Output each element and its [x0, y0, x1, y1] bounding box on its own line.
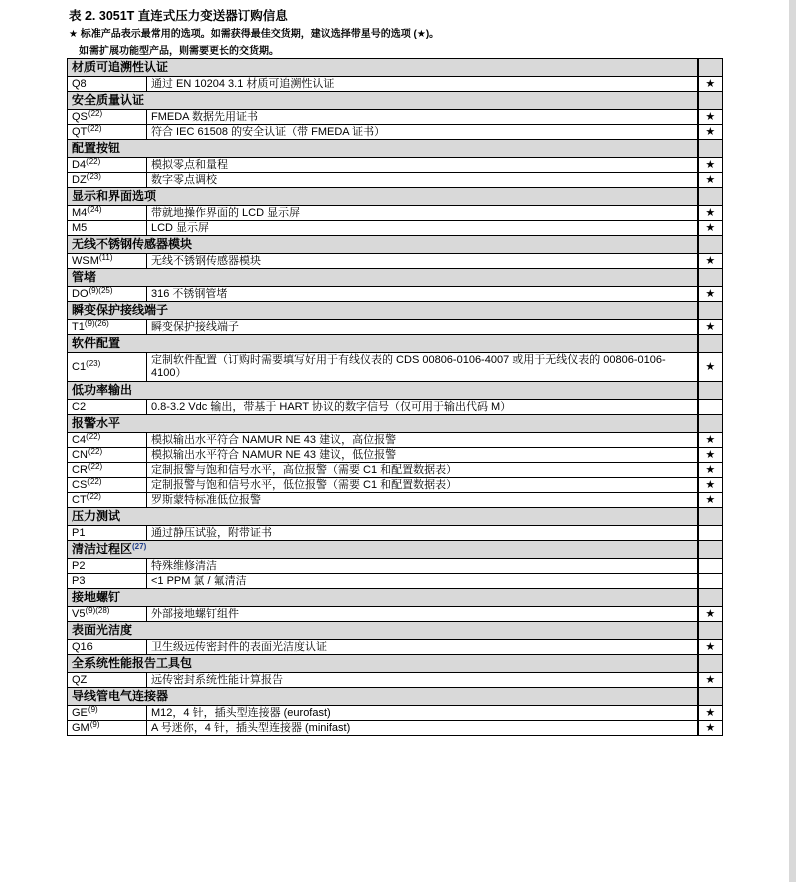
option-code	[68, 77, 147, 92]
option-description: 外部接地螺钉组件	[147, 607, 698, 622]
section-header	[68, 541, 723, 559]
option-footnote: (22)	[87, 446, 103, 456]
option-description: 定制报警与饱和信号水平，低位报警（需要 C1 和配置数据表）	[147, 478, 698, 493]
standard-star: ★	[698, 221, 723, 236]
option-code	[68, 320, 147, 335]
section-star-cell	[698, 140, 723, 158]
section-title	[68, 92, 698, 110]
section-title	[68, 622, 698, 640]
standard-star: ★	[698, 206, 723, 221]
option-code-text: M5	[72, 221, 88, 234]
section-title-text: 无线不锈钢传感器模块	[72, 237, 193, 251]
option-code-text: CN	[72, 448, 88, 461]
section-title-text: 材质可追溯性认证	[72, 60, 169, 74]
option-footnote: (9)	[87, 704, 98, 714]
section-star-cell	[698, 541, 723, 559]
option-code	[68, 221, 147, 236]
section-title-text: 压力测试	[72, 509, 121, 523]
option-description: <1 PPM 氯 / 氟清洁	[147, 574, 698, 589]
option-code-text: QT	[72, 125, 88, 138]
option-code-text: C4	[72, 433, 87, 446]
standard-star	[698, 574, 723, 589]
option-row	[68, 673, 723, 688]
section-title-text: 清洁过程区	[72, 542, 133, 556]
option-code	[68, 287, 147, 302]
option-footnote: (22)	[86, 431, 101, 441]
standard-star	[698, 559, 723, 574]
option-code-text: P1	[72, 526, 86, 539]
option-description: 特殊维修清洁	[147, 559, 698, 574]
option-row	[68, 110, 723, 125]
option-code	[68, 493, 147, 508]
standard-star: ★	[698, 320, 723, 335]
option-code-text: Q8	[72, 77, 87, 90]
standard-star: ★	[698, 706, 723, 721]
option-code	[68, 400, 147, 415]
standard-star: ★	[698, 673, 723, 688]
option-code-text: WSM	[72, 254, 99, 267]
section-title-text: 显示和界面选项	[72, 189, 157, 203]
section-header	[68, 688, 723, 706]
section-star-cell	[698, 92, 723, 110]
section-title	[68, 589, 698, 607]
option-footnote: (22)	[87, 461, 103, 471]
option-footnote: (11)	[98, 252, 113, 262]
option-row	[68, 463, 723, 478]
section-title-text: 配置按钮	[72, 141, 121, 155]
option-row	[68, 526, 723, 541]
option-description: 定制软件配置（订购时需要填写好用于有线仪表的 CDS 00806-0106-4007 或用于无线仪表的 00806-0106-4100）	[147, 353, 698, 382]
standard-note: ★ 标准产品表示最常用的选项。如需获得最佳交货期，建议选择带星号的选项 (★)。	[69, 29, 440, 40]
section-title	[68, 335, 698, 353]
section-footnote: (27)	[132, 542, 147, 551]
standard-star: ★	[698, 254, 723, 269]
option-row	[68, 353, 723, 382]
section-header	[68, 335, 723, 353]
section-star-cell	[698, 622, 723, 640]
option-footnote: (9)(26)	[84, 318, 109, 328]
section-star-cell	[698, 382, 723, 400]
option-code-text: C1	[72, 360, 87, 373]
section-title-text: 导线管电气连接器	[72, 689, 169, 703]
standard-star: ★	[698, 110, 723, 125]
section-header	[68, 589, 723, 607]
section-title-text: 安全质量认证	[72, 93, 145, 107]
standard-star: ★	[698, 478, 723, 493]
option-row	[68, 433, 723, 448]
option-description: LCD 显示屏	[147, 221, 698, 236]
section-star-cell	[698, 302, 723, 320]
section-star-cell	[698, 508, 723, 526]
option-description: 0.8-3.2 Vdc 输出，带基于 HART 协议的数字信号（仅可用于输出代码 M）	[147, 400, 698, 415]
section-title	[68, 541, 698, 559]
option-code	[68, 640, 147, 655]
option-code	[68, 254, 147, 269]
option-row	[68, 574, 723, 589]
section-title	[68, 236, 698, 254]
option-description: 数字零点调校	[147, 173, 698, 188]
section-title-text: 低功率输出	[72, 383, 133, 397]
section-title-text: 瞬变保护接线端子	[72, 303, 169, 317]
option-footnote: (22)	[87, 476, 102, 486]
section-title-text: 全系统性能报告工具包	[72, 656, 193, 670]
option-row	[68, 320, 723, 335]
section-star-cell	[698, 589, 723, 607]
option-footnote: (23)	[86, 358, 101, 368]
section-header	[68, 622, 723, 640]
option-code-text: CR	[72, 463, 88, 476]
option-description: 通过 EN 10204 3.1 材质可追溯性认证	[147, 77, 698, 92]
standard-star: ★	[698, 607, 723, 622]
section-header	[68, 415, 723, 433]
option-code-text: GM	[72, 721, 90, 734]
option-footnote: (9)(25)	[88, 285, 113, 295]
option-row	[68, 158, 723, 173]
option-row	[68, 448, 723, 463]
section-star-cell	[698, 415, 723, 433]
option-code	[68, 173, 147, 188]
option-code	[68, 478, 147, 493]
standard-star	[698, 400, 723, 415]
section-star-cell	[698, 335, 723, 353]
section-title	[68, 508, 698, 526]
section-title	[68, 655, 698, 673]
option-footnote: (24)	[87, 204, 102, 214]
page-edge	[789, 0, 796, 882]
section-title-text: 接地螺钉	[72, 590, 121, 604]
option-footnote: (22)	[86, 156, 101, 166]
option-row	[68, 221, 723, 236]
option-code-text: QS	[72, 110, 88, 123]
option-code-text: P2	[72, 559, 86, 572]
section-star-cell	[698, 188, 723, 206]
option-code	[68, 206, 147, 221]
section-title	[68, 302, 698, 320]
standard-star: ★	[698, 353, 723, 382]
option-code-text: QZ	[72, 673, 88, 686]
option-footnote: (9)	[89, 719, 100, 729]
section-header	[68, 382, 723, 400]
standard-star: ★	[698, 125, 723, 140]
option-description: 通过静压试验，附带证书	[147, 526, 698, 541]
option-code-text: C2	[72, 400, 87, 413]
option-code-text: T1	[72, 320, 85, 333]
standard-star: ★	[698, 448, 723, 463]
option-code-text: Q16	[72, 640, 93, 653]
standard-star: ★	[698, 433, 723, 448]
section-title	[68, 59, 698, 77]
option-code	[68, 721, 147, 736]
section-header	[68, 140, 723, 158]
option-code-text: GE	[72, 706, 88, 719]
option-footnote: (23)	[86, 171, 101, 181]
option-description: 模拟输出水平符合 NAMUR NE 43 建议，高位报警	[147, 433, 698, 448]
section-star-cell	[698, 59, 723, 77]
option-footnote: (22)	[87, 108, 103, 118]
option-row	[68, 254, 723, 269]
section-title-text: 表面光洁度	[72, 623, 133, 637]
option-description: M12，4 针，插头型连接器 (eurofast)	[147, 706, 698, 721]
option-code-text: CS	[72, 478, 88, 491]
section-title	[68, 140, 698, 158]
option-footnote: (22)	[86, 491, 101, 501]
ordering-table	[67, 58, 723, 736]
section-title	[68, 269, 698, 287]
option-code-text: V5	[72, 607, 86, 620]
option-description: 模拟零点和量程	[147, 158, 698, 173]
option-code-text: D4	[72, 158, 87, 171]
option-row	[68, 640, 723, 655]
option-row	[68, 607, 723, 622]
section-header	[68, 92, 723, 110]
standard-star: ★	[698, 158, 723, 173]
section-star-cell	[698, 236, 723, 254]
standard-star: ★	[698, 287, 723, 302]
standard-star: ★	[698, 493, 723, 508]
option-row	[68, 77, 723, 92]
section-header	[68, 302, 723, 320]
standard-star: ★	[698, 640, 723, 655]
section-title	[68, 188, 698, 206]
option-description: FMEDA 数据先用证书	[147, 110, 698, 125]
option-code	[68, 574, 147, 589]
option-description: 模拟输出水平符合 NAMUR NE 43 建议，低位报警	[147, 448, 698, 463]
option-code	[68, 673, 147, 688]
section-header	[68, 508, 723, 526]
option-description: 远传密封系统性能计算报告	[147, 673, 698, 688]
option-code	[68, 559, 147, 574]
section-star-cell	[698, 269, 723, 287]
option-description: 带就地操作界面的 LCD 显示屏	[147, 206, 698, 221]
option-footnote: (9)(28)	[85, 605, 110, 615]
option-description: 无线不锈钢传感器模块	[147, 254, 698, 269]
section-star-cell	[698, 655, 723, 673]
option-code-text: DO	[72, 287, 89, 300]
option-row	[68, 559, 723, 574]
section-title-text: 软件配置	[72, 336, 121, 350]
option-code	[68, 706, 147, 721]
option-row	[68, 206, 723, 221]
section-header	[68, 236, 723, 254]
section-title	[68, 688, 698, 706]
option-code-text: CT	[72, 493, 87, 506]
option-code	[68, 463, 147, 478]
option-code	[68, 448, 147, 463]
option-row	[68, 400, 723, 415]
option-code	[68, 158, 147, 173]
option-footnote: (22)	[87, 123, 102, 133]
section-title	[68, 415, 698, 433]
section-header	[68, 269, 723, 287]
section-star-cell	[698, 688, 723, 706]
standard-star: ★	[698, 77, 723, 92]
option-description: 卫生级远传密封件的表面光洁度认证	[147, 640, 698, 655]
option-code	[68, 353, 147, 382]
section-header	[68, 655, 723, 673]
option-code	[68, 526, 147, 541]
section-header	[68, 59, 723, 77]
option-row	[68, 721, 723, 736]
option-description: 符合 IEC 61508 的安全认证（带 FMEDA 证书）	[147, 125, 698, 140]
section-title-text: 管堵	[72, 270, 97, 284]
section-title	[68, 382, 698, 400]
option-row	[68, 125, 723, 140]
option-description: 定制报警与饱和信号水平，高位报警（需要 C1 和配置数据表）	[147, 463, 698, 478]
option-code-text: P3	[72, 574, 86, 587]
option-code	[68, 607, 147, 622]
standard-star: ★	[698, 463, 723, 478]
standard-star: ★	[698, 721, 723, 736]
option-code	[68, 433, 147, 448]
standard-star: ★	[698, 173, 723, 188]
section-title-text: 报警水平	[72, 416, 121, 430]
expanded-note: 如需扩展功能型产品，则需要更长的交货期。	[79, 46, 279, 57]
option-row	[68, 173, 723, 188]
option-code-text: M4	[72, 206, 88, 219]
standard-star	[698, 526, 723, 541]
option-description: 罗斯蒙特标准低位报警	[147, 493, 698, 508]
option-row	[68, 493, 723, 508]
table-title: 表 2. 3051T 直连式压力变送器订购信息	[69, 9, 288, 23]
option-description: A 号迷你，4 针，插头型连接器 (minifast)	[147, 721, 698, 736]
option-row	[68, 478, 723, 493]
option-description: 瞬变保护接线端子	[147, 320, 698, 335]
option-code	[68, 125, 147, 140]
option-description: 316 不锈钢管堵	[147, 287, 698, 302]
option-code	[68, 110, 147, 125]
option-code-text: DZ	[72, 173, 87, 186]
section-header	[68, 188, 723, 206]
option-row	[68, 287, 723, 302]
option-row	[68, 706, 723, 721]
